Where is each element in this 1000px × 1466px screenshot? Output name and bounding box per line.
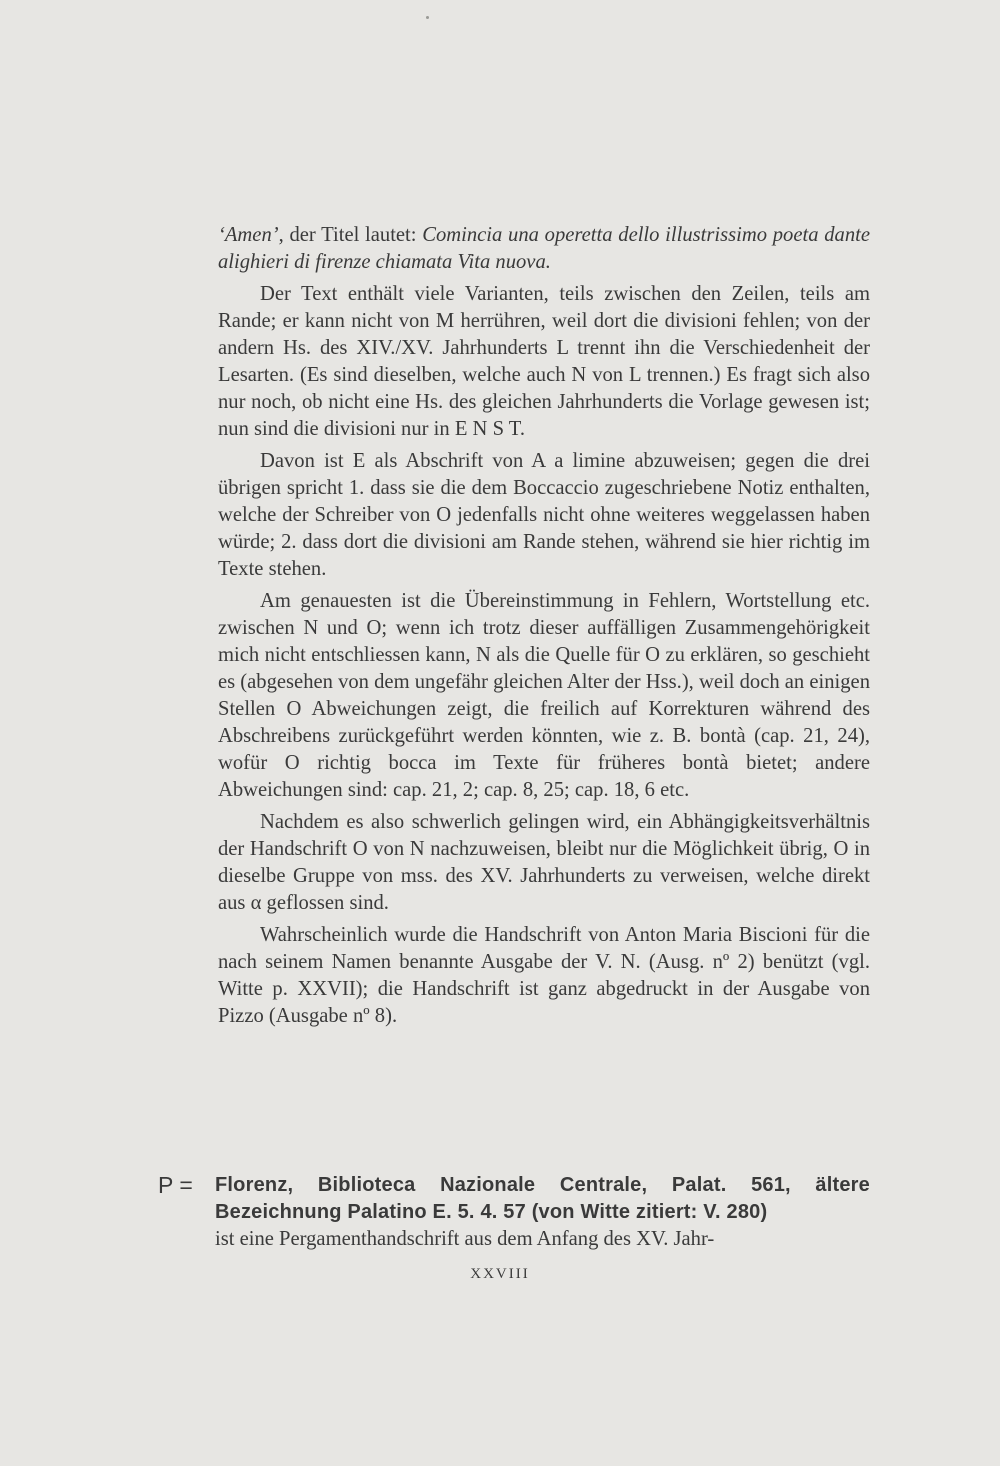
body-text	[218, 222, 870, 1030]
paragraph-2: Der Text enthält viele Varianten, teils zwischen den Zeilen, teils am Rande; er kann nicht von M herrühren, weil dort die divisioni fehlen; von der andern Hs. des XIV./XV. Jahrhunderts L trennt ihn die Verschiedenheit der Lesarten. (Es sind dieselben, welche auch N von L trennen.) Es fragt sich also nur noch, ob nicht eine Hs. des gleichen Jahrhunderts die Vorlage gewesen ist; nun sind die divisioni nur in E N S T.	[218, 283, 870, 440]
manuscript-entry-p	[158, 1172, 870, 1253]
title-lead: , der Titel lautet:	[278, 224, 423, 246]
paragraph-6: Wahrscheinlich wurde die Handschrift von Anton Maria Biscioni für die nach seinem Namen benannte Ausgabe der V. N. (Ausg. nº 2) benützt (vgl. Witte p. XXVII); die Handschrift ist ganz abgedruckt in der Ausgabe von Pizzo (Ausgabe nº 8).	[218, 924, 870, 1027]
manuscript-description: ist eine Pergamenthandschrift aus dem Anfang des XV. Jahr-	[215, 1228, 715, 1250]
italian-title: Comincia una operetta dello illustrissimo poeta dante alighieri di firenze chiamata Vita nuova.	[218, 224, 870, 273]
manuscript-heading: Florenz, Biblioteca Nazionale Centrale, Palat. 561, ältere Bezeichnung Palatino E. 5. 4. 57 (von Witte zitiert: V. 280)	[215, 1174, 870, 1223]
page-number: XXVIII	[470, 1266, 530, 1282]
paragraph-1	[218, 222, 870, 276]
amen-word: ‘Amen’	[218, 224, 279, 246]
entry-header-row	[158, 1172, 870, 1226]
paragraph-3: Davon ist E als Abschrift von A a limine abzuweisen; gegen die drei übrigen spricht 1. dass sie die dem Boccaccio zugeschriebene Notiz enthalten, welche der Schreiber von O jedenfalls nicht ohne weiteres weggelassen haben würde; 2. dass dort die divisioni am Rande stehen, während sie hier richtig im Texte stehen.	[218, 450, 870, 580]
paragraph-5: Nachdem es also schwerlich gelingen wird, ein Abhängigkeitsverhältnis der Handschrift O von N nachzuweisen, bleibt nur die Möglichkeit übrig, O in dieselbe Gruppe von mss. des XV. Jahrhunderts zu verweisen, welche direkt aus α geflossen sind.	[218, 811, 870, 914]
specks-dot	[426, 16, 429, 19]
paragraph-4: Am genauesten ist die Übereinstimmung in Fehlern, Wortstellung etc. zwischen N und O; wenn ich trotz dieser auffälligen Zusammengehörigkeit mich nicht entschliessen kann, N als die Quelle für O zu erklären, so geschieht es (abgesehen von dem ungefähr gleichen Alter der Hss.), weil doch an einigen Stellen O Abweichungen zeigt, die freilich auf Korrekturen während des Abschreibens zurückgeführt werden könnten, wie z. B. bontà (cap. 21, 24), wofür O richtig bocca im Texte für früheres bontà bietet; andere Abweichungen sind: cap. 21, 2; cap. 8, 25; cap. 18, 6 etc.	[218, 590, 870, 801]
manuscript-siglum: P =	[158, 1172, 193, 1198]
